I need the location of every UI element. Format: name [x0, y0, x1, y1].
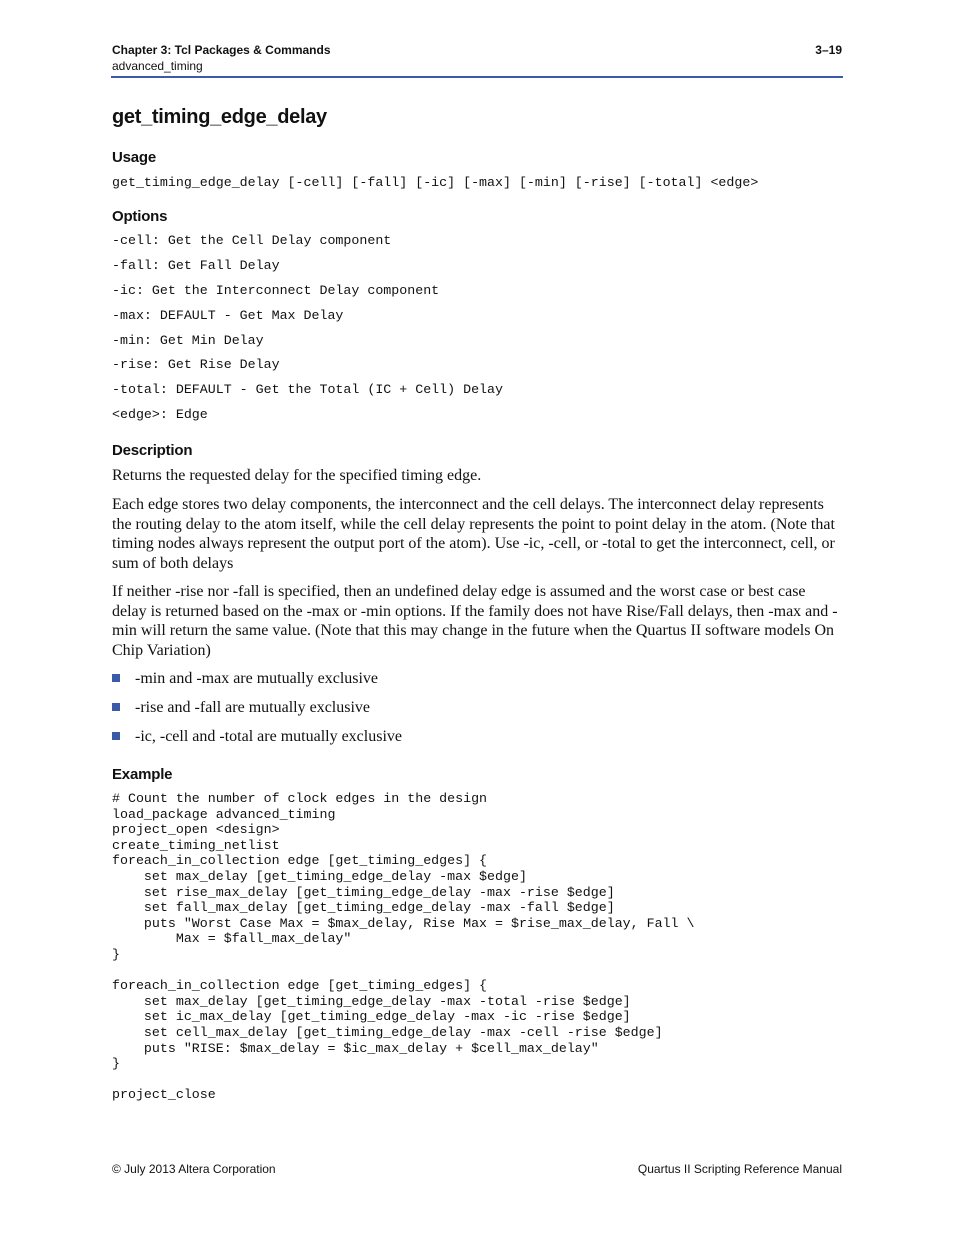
description-heading: Description — [112, 442, 193, 459]
header-chapter: Chapter 3: Tcl Packages & Commands — [112, 43, 331, 57]
square-bullet-icon — [112, 703, 120, 711]
square-bullet-icon — [112, 732, 120, 740]
options-heading: Options — [112, 208, 168, 225]
usage-heading: Usage — [112, 149, 157, 166]
list-item — [112, 698, 842, 727]
option-item: -fall: Get Fall Delay — [112, 257, 280, 273]
header-page-number: 3–19 — [815, 43, 842, 57]
list-item — [112, 669, 842, 698]
footer-copyright: © July 2013 Altera Corporation — [112, 1162, 276, 1176]
description-paragraph: Returns the requested delay for the specified timing edge. — [112, 467, 482, 484]
header-section: advanced_timing — [112, 59, 203, 73]
option-item: -ic: Get the Interconnect Delay component — [112, 282, 440, 298]
footer-manual-title: Quartus II Scripting Reference Manual — [637, 1162, 842, 1176]
option-item: <edge>: Edge — [112, 407, 208, 423]
page-title: get_timing_edge_delay — [112, 106, 327, 128]
description-paragraph: If neither -rise nor -fall is specified, then an undefined delay edge is assumed and the worst case or best case delay is returned based on the -max or -min options. If the family does not have Rise/Fall delays, then -max and -min will return the same value. (Note that this may change in the future when the Quartus II software models On Chip Variation) — [112, 583, 838, 659]
example-heading: Example — [112, 766, 173, 783]
square-bullet-icon — [112, 674, 120, 682]
list-item — [112, 727, 842, 756]
usage-syntax: get_timing_edge_delay [-cell] [-fall] [-ic] [-max] [-min] [-rise] [-total] <edge> — [112, 175, 759, 190]
list-item-text: -ic, -cell and -total are mutually exclusive — [135, 728, 402, 745]
option-item: -total: DEFAULT - Get the Total (IC + Cell) Delay — [112, 382, 503, 398]
exclusivity-list — [112, 669, 842, 756]
option-item: -max: DEFAULT - Get Max Delay — [112, 307, 344, 323]
option-item: -cell: Get the Cell Delay component — [112, 233, 392, 248]
list-item-text: -min and -max are mutually exclusive — [135, 670, 379, 687]
options-list — [112, 233, 503, 432]
option-item: -rise: Get Rise Delay — [112, 357, 280, 373]
option-item: -min: Get Min Delay — [112, 332, 264, 348]
header-rule — [111, 76, 843, 78]
list-item-text: -rise and -fall are mutually exclusive — [135, 699, 371, 716]
description-paragraph: Each edge stores two delay components, the interconnect and the cell delays. The interconnect delay represents the routing delay to the atom itself, while the cell delay represents the point to point delay in the atom. (Note that timing nodes always represent the output port of the atom). Use -ic, -cell, or -total to get the interconnect, cell, or sum of both delays — [112, 496, 835, 572]
example-code-block: # Count the number of clock edges in the design load_package advanced_timing project_open <design> create_timing_netlist foreach_in_collection edge [get_timing_edges] { set max_delay [get_timing_edge_delay -max $edge] set rise_max_delay [get_timing_edge_delay -max -rise $edge] set fall_max_delay [get_timing_edge_delay -max -fall $edge] puts "Worst Case Max = $max_delay, Rise Max = $rise_max_delay, Fall \ Max = $fall_max_delay" } foreach_in_collection edge [get_timing_edges] { set max_delay [get_timing_edge_delay -max -total -rise $edge] set ic_max_delay [get_timing_edge_delay -max -ic -rise $edge] set cell_max_delay [get_timing_edge_delay -max -cell -rise $edge] puts "RISE: $max_delay = $ic_max_delay + $cell_max_delay" } project_close — [112, 791, 695, 1103]
